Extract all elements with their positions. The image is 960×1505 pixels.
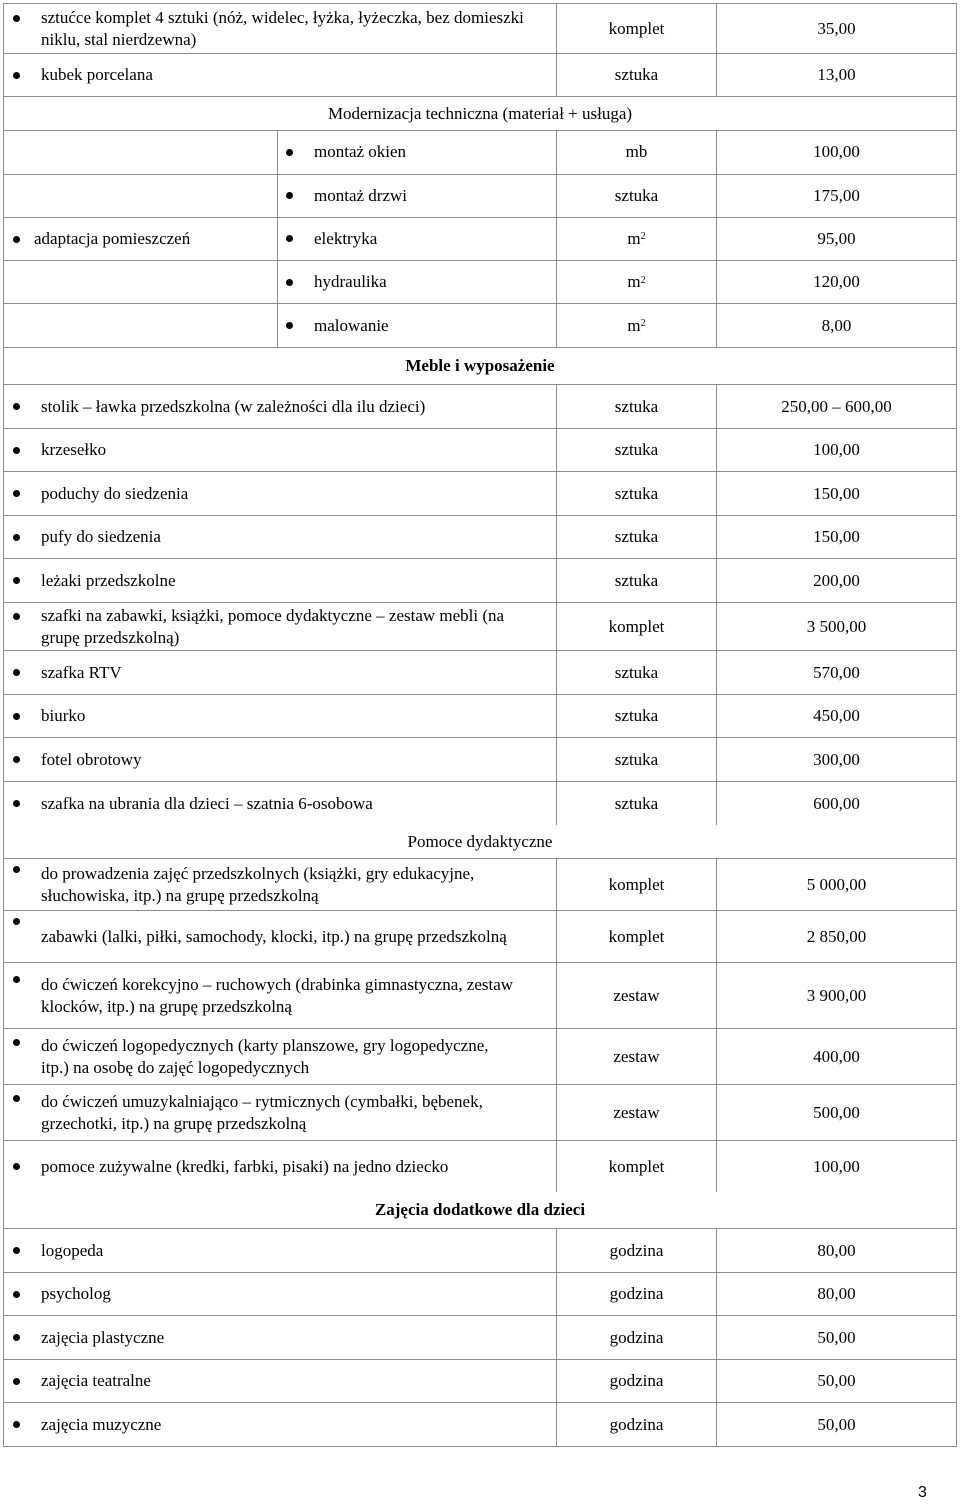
table-row (4, 1273, 956, 1316)
item-name-cell (4, 738, 557, 781)
item-name: krzesełko (41, 440, 107, 459)
bullet-icon (13, 447, 20, 454)
item-name-cell (4, 963, 557, 1028)
table-row (4, 1403, 956, 1446)
item-name-cell (4, 1403, 557, 1446)
table-row (4, 695, 956, 738)
item-price: 100,00 (813, 142, 860, 162)
bullet-icon (13, 976, 20, 983)
item-unit: sztuka (557, 429, 717, 471)
table-row (4, 859, 956, 911)
item-name: zajęcia teatralne (41, 1371, 151, 1390)
item-unit: komplet (557, 4, 717, 53)
item-name-cell (4, 911, 557, 962)
price-table (3, 3, 957, 1447)
item-name: psycholog (41, 1284, 111, 1303)
item-price: 300,00 (813, 749, 860, 769)
item-name-cell (4, 1273, 557, 1315)
item-price: 175,00 (813, 185, 860, 205)
item-unit: komplet (557, 1141, 717, 1192)
bullet-icon (13, 866, 20, 873)
table-row (4, 304, 956, 347)
bullet-icon (13, 403, 20, 410)
item-name: malowanie (314, 315, 389, 335)
table-row (4, 175, 956, 218)
item-unit: sztuka (557, 516, 717, 558)
item-price: 500,00 (813, 1102, 860, 1122)
item-name-cell (4, 4, 557, 53)
item-unit: godzina (557, 1229, 717, 1272)
item-price: 2 850,00 (806, 926, 867, 946)
item-price: 120,00 (813, 272, 860, 292)
bullet-icon (13, 756, 20, 763)
item-unit: m (627, 228, 641, 248)
item-price: 3 900,00 (806, 985, 867, 1005)
table-row (4, 1141, 956, 1192)
item-name-cell (4, 782, 557, 825)
bullet-icon (13, 918, 20, 925)
table-row (4, 218, 956, 262)
bullet-icon (13, 1421, 20, 1428)
table-row (4, 1029, 956, 1085)
table-row (4, 472, 956, 516)
table-row (4, 429, 956, 472)
item-name: do ćwiczeń korekcyjno – ruchowych (drabinka gimnastyczna, zestaw klocków, itp.) na grupę przedszkolną (41, 974, 514, 1016)
item-unit: zestaw (557, 963, 717, 1028)
table-row (4, 1316, 956, 1360)
section-header: Meble i wyposażenie (4, 348, 956, 385)
section-header: Pomoce dydaktyczne (4, 825, 956, 859)
table-row (4, 738, 956, 782)
item-unit: m (627, 315, 641, 335)
item-name: pomoce zużywalne (kredki, farbki, pisaki) na jedno dziecko (41, 1156, 449, 1176)
item-name: zajęcia muzyczne (41, 1414, 162, 1434)
bullet-icon (13, 490, 20, 497)
item-unit: sztuka (557, 385, 717, 428)
item-name: logopeda (41, 1240, 104, 1260)
item-price: 50,00 (817, 1327, 856, 1347)
adaptation-group (4, 131, 956, 348)
item-unit: sztuka (557, 738, 717, 781)
item-name: szafka na ubrania dla dzieci – szatnia 6-osobowa (41, 793, 373, 813)
item-price: 5 000,00 (806, 874, 867, 894)
item-price: 400,00 (813, 1046, 860, 1066)
item-unit: sztuka (614, 185, 659, 205)
item-name: szafki na zabawki, książki, pomoce dydaktyczne – zestaw mebli (na grupę przedszkolną) (41, 605, 505, 647)
item-name: kubek porcelana (41, 65, 153, 84)
bullet-icon (13, 577, 20, 584)
bullet-icon (13, 669, 20, 676)
table-row (4, 261, 956, 304)
item-price: 80,00 (817, 1240, 856, 1260)
item-price: 450,00 (813, 706, 860, 725)
table-row (4, 911, 956, 963)
item-unit: godzina (557, 1273, 717, 1315)
table-row (4, 559, 956, 603)
item-price: 600,00 (813, 793, 860, 813)
item-unit: komplet (557, 911, 717, 962)
item-price: 150,00 (813, 527, 860, 546)
bullet-icon (286, 279, 293, 286)
table-row (4, 651, 956, 695)
item-name: fotel obrotowy (41, 749, 142, 769)
bullet-icon (286, 192, 293, 199)
item-name-cell (4, 859, 557, 910)
table-row (4, 4, 956, 54)
bullet-icon (13, 72, 20, 79)
bullet-icon (13, 800, 20, 807)
table-row (4, 516, 956, 559)
item-name: leżaki przedszkolne (41, 570, 176, 590)
item-price: 250,00 – 600,00 (781, 396, 892, 416)
item-name: zabawki (lalki, piłki, samochody, klocki, itp.) na grupę przedszkolną (41, 926, 507, 946)
item-unit: zestaw (557, 1029, 717, 1084)
item-name-cell (4, 1141, 557, 1192)
item-name: montaż okien (314, 142, 407, 162)
item-name-cell (4, 429, 557, 471)
item-name-cell (4, 385, 557, 428)
item-name-cell (4, 651, 557, 694)
table-row (4, 131, 956, 175)
item-price: 100,00 (813, 440, 860, 459)
item-name: montaż drzwi (314, 185, 407, 205)
bullet-icon (13, 613, 20, 620)
item-price: 50,00 (817, 1414, 856, 1434)
table-row (4, 782, 956, 825)
item-price: 35,00 (817, 18, 856, 38)
table-row (4, 1085, 956, 1141)
item-name: do ćwiczeń umuzykalniająco – rytmicznych (cymbałki, bębenek, grzechotki, itp.) na grupę przedszkolną (41, 1091, 483, 1133)
table-row (4, 1360, 956, 1403)
bullet-icon (13, 15, 20, 22)
item-name: stolik – ławka przedszkolna (w zależności dla ilu dzieci) (41, 396, 426, 416)
item-name-cell (4, 695, 557, 737)
bullet-icon (13, 713, 20, 720)
bullet-icon (13, 1039, 20, 1046)
item-name-cell (4, 472, 557, 515)
item-unit: godzina (557, 1316, 717, 1359)
table-row (4, 385, 956, 429)
item-unit: sztuka (557, 651, 717, 694)
item-unit: godzina (557, 1360, 717, 1402)
item-unit: sztuka (557, 54, 717, 96)
bullet-icon (13, 1291, 20, 1298)
item-price: 8,00 (821, 315, 852, 335)
bullet-icon (286, 235, 293, 242)
item-name: szafka RTV (41, 662, 122, 682)
item-name-cell (4, 603, 557, 650)
item-unit: komplet (557, 859, 717, 910)
item-name: poduchy do siedzenia (41, 483, 189, 503)
page-number: 3 (918, 1484, 927, 1501)
unit-superscript: 2 (640, 274, 646, 286)
table-row (4, 963, 956, 1029)
bullet-icon (286, 149, 293, 156)
item-name: zajęcia plastyczne (41, 1327, 165, 1347)
item-name: elektryka (314, 228, 378, 248)
item-price: 150,00 (813, 483, 860, 503)
item-price: 570,00 (813, 662, 860, 682)
item-name-cell (4, 1360, 557, 1402)
table-row (4, 1229, 956, 1273)
bullet-icon (286, 322, 293, 329)
item-unit: zestaw (557, 1085, 717, 1140)
group-label: adaptacja pomieszczeń (34, 229, 191, 248)
item-name: do ćwiczeń logopedycznych (karty planszowe, gry logopedyczne, itp.) na osobę do zajęć logopedycznych (41, 1035, 489, 1077)
item-unit: sztuka (557, 695, 717, 737)
item-unit: mb (625, 142, 648, 162)
item-name-cell (4, 1029, 557, 1084)
item-name: pufy do siedzenia (41, 527, 161, 546)
item-name-cell (4, 516, 557, 558)
item-unit: sztuka (557, 782, 717, 825)
item-name-cell (4, 1316, 557, 1359)
item-name: sztućce komplet 4 sztuki (nóż, widelec, łyżka, łyżeczka, bez domieszki niklu, stal nierdzewna) (41, 7, 524, 49)
item-price: 80,00 (817, 1284, 856, 1303)
item-price: 200,00 (813, 570, 860, 590)
item-price: 100,00 (813, 1156, 860, 1176)
item-name: biurko (41, 706, 86, 725)
bullet-icon (13, 1378, 20, 1385)
item-unit: komplet (557, 603, 717, 650)
item-price: 50,00 (817, 1371, 856, 1390)
bullet-icon (13, 534, 20, 541)
item-unit: m (627, 272, 641, 292)
item-name: hydraulika (314, 272, 387, 292)
item-price: 13,00 (817, 65, 856, 84)
item-price: 95,00 (817, 228, 856, 248)
section-header: Modernizacja techniczna (materiał + usługa) (4, 97, 956, 131)
unit-superscript: 2 (640, 318, 646, 330)
item-name-cell (4, 1085, 557, 1140)
bullet-icon (13, 1247, 20, 1254)
item-name-cell (4, 1229, 557, 1272)
bullet-icon (13, 1163, 20, 1170)
item-name-cell (4, 54, 557, 96)
item-unit: sztuka (557, 559, 717, 602)
bullet-icon (13, 1095, 20, 1102)
table-row (4, 54, 956, 97)
bullet-icon (13, 1334, 20, 1341)
item-unit: sztuka (557, 472, 717, 515)
item-name: do prowadzenia zajęć przedszkolnych (książki, gry edukacyjne, słuchowiska, itp.) na grupę przedszkolną (41, 863, 475, 905)
item-name-cell (4, 559, 557, 602)
item-price: 3 500,00 (806, 616, 867, 636)
section-header: Zajęcia dodatkowe dla dzieci (4, 1192, 956, 1229)
table-row (4, 603, 956, 651)
item-unit: godzina (557, 1403, 717, 1446)
unit-superscript: 2 (640, 231, 646, 243)
